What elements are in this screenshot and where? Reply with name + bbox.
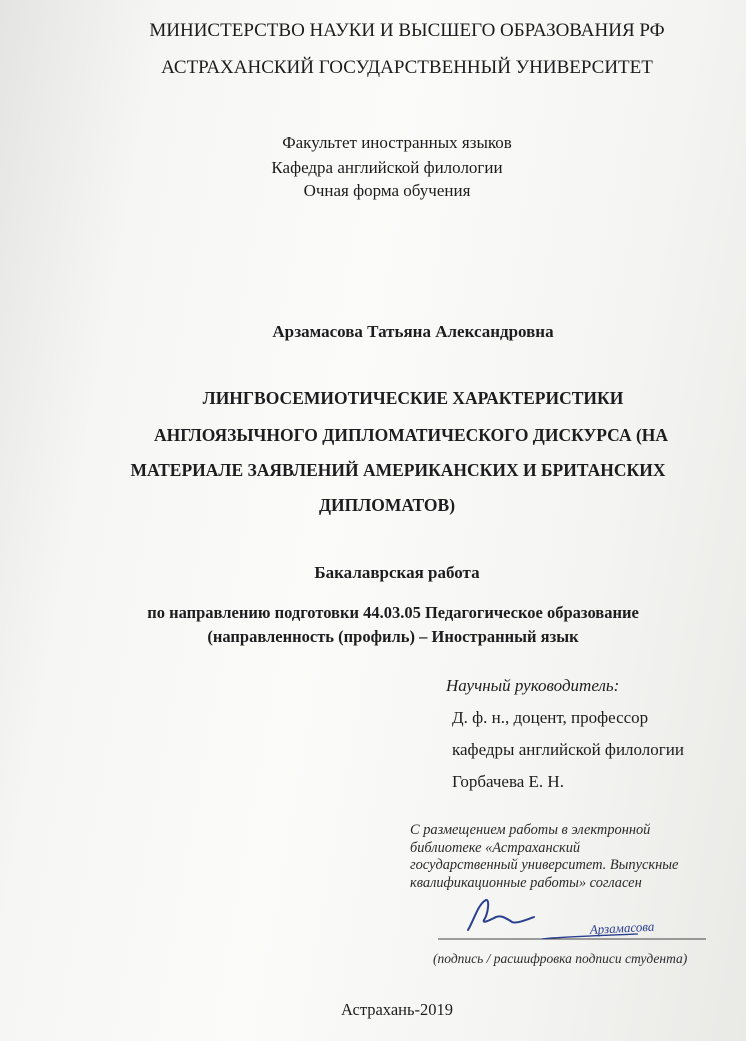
faculty-name: Факультет иностранных языков (282, 133, 512, 152)
supervisor-line: Горбачева Е. Н. (452, 772, 564, 791)
supervisor-line: Д. ф. н., доцент, профессор (452, 708, 649, 727)
department-name: Кафедра английской филологии (271, 158, 503, 177)
author-name: Арзамасова Татьяна Александровна (272, 322, 554, 341)
university-heading: АСТРАХАНСКИЙ ГОСУДАРСТВЕННЫЙ УНИВЕРСИТЕТ (161, 57, 653, 78)
thesis-title-line: АНГЛОЯЗЫЧНОГО ДИПЛОМАТИЧЕСКОГО ДИСКУРСА (НА (153, 425, 669, 445)
consent-line: государственный университет. Выпускные (410, 857, 679, 873)
signature-area (430, 890, 720, 952)
signature-name: Арзамасова (589, 918, 655, 937)
supervisor-line: кафедры английской филологии (452, 740, 684, 759)
ministry-heading: МИНИСТЕРСТВО НАУКИ И ВЫСШЕГО ОБРАЗОВАНИЯ РФ (149, 20, 665, 41)
thesis-title-line: ЛИНГВОСЕМИОТИЧЕСКИЕ ХАРАКТЕРИСТИКИ (202, 388, 624, 408)
signature-caption: (подпись / расшифровка подписи студента) (433, 951, 688, 966)
study-direction-line: (направленность (профиль) – Иностранный язык (207, 627, 579, 646)
thesis-title-line: ДИПЛОМАТОВ) (318, 495, 456, 515)
signature-mark (468, 900, 534, 930)
consent-line: С размещением работы в электронной (410, 822, 651, 838)
consent-line: библиотеке «Астраханский (410, 839, 581, 856)
supervisor-label: Научный руководитель: (446, 676, 620, 695)
study-direction-line: по направлению подготовки 44.03.05 Педагогическое образование (147, 603, 639, 622)
library-consent-block (410, 822, 710, 892)
city-year: Астрахань-2019 (340, 1000, 454, 1019)
study-form: Очная форма обучения (303, 181, 471, 200)
thesis-title-line: МАТЕРИАЛЕ ЗАЯВЛЕНИЙ АМЕРИКАНСКИХ И БРИТАНСКИХ (130, 460, 666, 480)
work-type: Бакалаврская работа (314, 563, 480, 582)
consent-line: квалификационные работы» согласен (410, 874, 642, 891)
